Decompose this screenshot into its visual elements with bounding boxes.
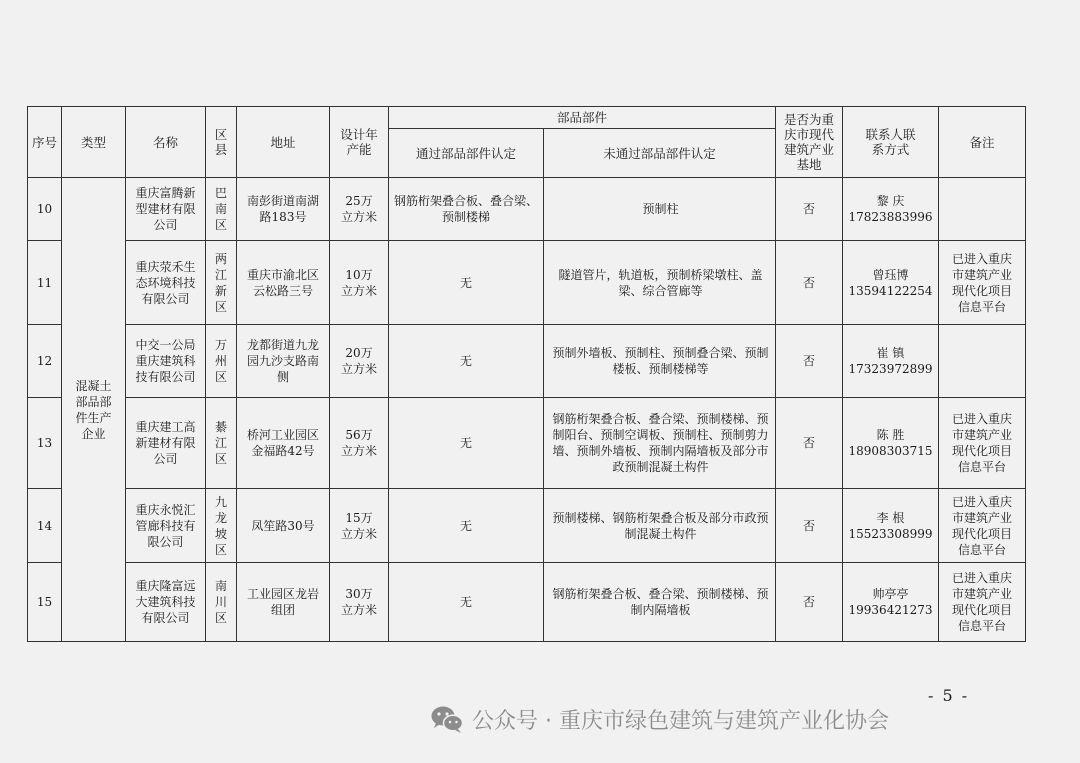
address-cell: 南彭街道南湖路183号 (237, 178, 330, 241)
address-cell: 凤笙路30号 (237, 489, 330, 563)
not-passed-cell: 预制楼梯、钢筋桁架叠合板及部分市政预制混凝土构件 (544, 489, 776, 563)
not-passed-cell: 隧道管片，轨道板，预制桥梁墩柱、盖梁、综合管廊等 (544, 241, 776, 325)
base-cell: 否 (776, 398, 843, 489)
address-cell: 重庆市渝北区云松路三号 (237, 241, 330, 325)
header-district: 区县 (206, 107, 237, 178)
table-row (28, 563, 1026, 642)
contact-phone: 13594122254 (848, 283, 933, 298)
company-name-cell: 中交一公局重庆建筑科技有限公司 (126, 325, 206, 398)
capacity-cell: 25万立方米 (330, 178, 389, 241)
note-cell: 已进入重庆市建筑产业现代化项目信息平台 (939, 563, 1026, 642)
capacity-cell: 56万立方米 (330, 398, 389, 489)
header-seq: 序号 (28, 107, 62, 178)
contact-cell (843, 398, 939, 489)
district-cell: 万州区 (206, 325, 237, 398)
contact-name: 黎 庆 (876, 194, 905, 208)
district-cell: 巴南区 (206, 178, 237, 241)
capacity-cell: 30万立方米 (330, 563, 389, 642)
passed-cell: 无 (389, 563, 544, 642)
not-passed-cell: 预制外墙板、预制柱、预制叠合梁、预制楼板、预制楼梯等 (544, 325, 776, 398)
header-type: 类型 (62, 107, 126, 178)
contact-name: 李 根 (876, 510, 905, 525)
not-passed-cell: 钢筋桁架叠合板、叠合梁、预制楼梯、预制内隔墙板 (544, 563, 776, 642)
note-cell (939, 325, 1026, 398)
header-components: 部品部件 (389, 107, 776, 129)
address-cell: 桥河工业园区金福路42号 (237, 398, 330, 489)
not-passed-cell: 钢筋桁架叠合板、叠合梁、预制楼梯、预制阳台、预制空调板、预制柱、预制剪力墙、预制外墙板、预制内隔墙板及部分市政预制混凝土构件 (544, 398, 776, 489)
contact-phone: 17323972899 (848, 362, 933, 376)
seq-cell: 12 (28, 325, 62, 398)
company-table (27, 106, 1026, 642)
company-name-cell: 重庆隆富远大建筑科技有限公司 (126, 563, 206, 642)
company-name-cell: 重庆建工高新建材有限公司 (126, 398, 206, 489)
note-cell: 已进入重庆市建筑产业现代化项目信息平台 (939, 241, 1026, 325)
contact-name: 陈 胜 (876, 428, 905, 442)
table-row (28, 178, 1026, 241)
passed-cell: 无 (389, 489, 544, 563)
district-cell: 綦江区 (206, 398, 237, 489)
contact-cell (843, 178, 939, 241)
contact-phone: 19936421273 (848, 603, 933, 617)
note-cell (939, 178, 1026, 241)
contact-name: 帅亭亭 (872, 587, 909, 601)
contact-phone: 18908303715 (848, 444, 933, 458)
header-capacity: 设计年产能 (330, 107, 389, 178)
header-address: 地址 (237, 107, 330, 178)
seq-cell: 13 (28, 398, 62, 489)
seq-cell: 11 (28, 241, 62, 325)
base-cell: 否 (776, 325, 843, 398)
header-passed: 通过部品部件认定 (389, 129, 544, 178)
base-cell: 否 (776, 178, 843, 241)
contact-phone: 17823883996 (848, 210, 933, 224)
contact-cell (843, 489, 939, 563)
address-cell: 龙都街道九龙园九沙支路南侧 (237, 325, 330, 398)
table-row (28, 241, 1026, 325)
contact-name: 崔 镇 (876, 346, 905, 360)
watermark (430, 702, 889, 736)
seq-cell: 10 (28, 178, 62, 241)
company-name-cell: 重庆永悦汇管廊科技有限公司 (126, 489, 206, 563)
district-cell: 南川区 (206, 563, 237, 642)
seq-cell: 14 (28, 489, 62, 563)
company-name-cell: 重庆富腾新型建材有限公司 (126, 178, 206, 241)
capacity-cell: 10万立方米 (330, 241, 389, 325)
header-not-passed: 未通过部品部件认定 (544, 129, 776, 178)
contact-name: 曾珏博 (872, 267, 909, 282)
header-base: 是否为重庆市现代建筑产业基地 (776, 107, 843, 178)
passed-cell: 无 (389, 241, 544, 325)
contact-cell (843, 563, 939, 642)
watermark-text: 公众号 · 重庆市绿色建筑与建筑产业化协会 (472, 708, 889, 734)
header-note: 备注 (939, 107, 1026, 178)
address-cell: 工业园区龙岩组团 (237, 563, 330, 642)
not-passed-cell: 预制柱 (544, 178, 776, 241)
contact-phone: 15523308999 (848, 526, 933, 541)
base-cell: 否 (776, 563, 843, 642)
passed-cell: 无 (389, 398, 544, 489)
header-name: 名称 (126, 107, 206, 178)
table-row (28, 325, 1026, 398)
note-cell: 已进入重庆市建筑产业现代化项目信息平台 (939, 489, 1026, 563)
header-contact: 联系人联系方式 (843, 107, 939, 178)
seq-cell: 15 (28, 563, 62, 642)
wechat-icon (430, 704, 464, 734)
contact-cell (843, 241, 939, 325)
table-row (28, 398, 1026, 489)
contact-cell (843, 325, 939, 398)
note-cell: 已进入重庆市建筑产业现代化项目信息平台 (939, 398, 1026, 489)
base-cell: 否 (776, 241, 843, 325)
base-cell: 否 (776, 489, 843, 563)
district-cell: 九龙坡区 (206, 489, 237, 563)
capacity-cell: 15万立方米 (330, 489, 389, 563)
page-number: - 5 - (928, 686, 970, 705)
category-cell: 混凝土部品部件生产企业 (62, 178, 126, 642)
capacity-cell: 20万立方米 (330, 325, 389, 398)
table-row (28, 489, 1026, 563)
company-name-cell: 重庆荥禾生态环境科技有限公司 (126, 241, 206, 325)
passed-cell: 无 (389, 325, 544, 398)
passed-cell: 钢筋桁架叠合板、叠合梁、预制楼梯 (389, 178, 544, 241)
district-cell: 两江新区 (206, 241, 237, 325)
